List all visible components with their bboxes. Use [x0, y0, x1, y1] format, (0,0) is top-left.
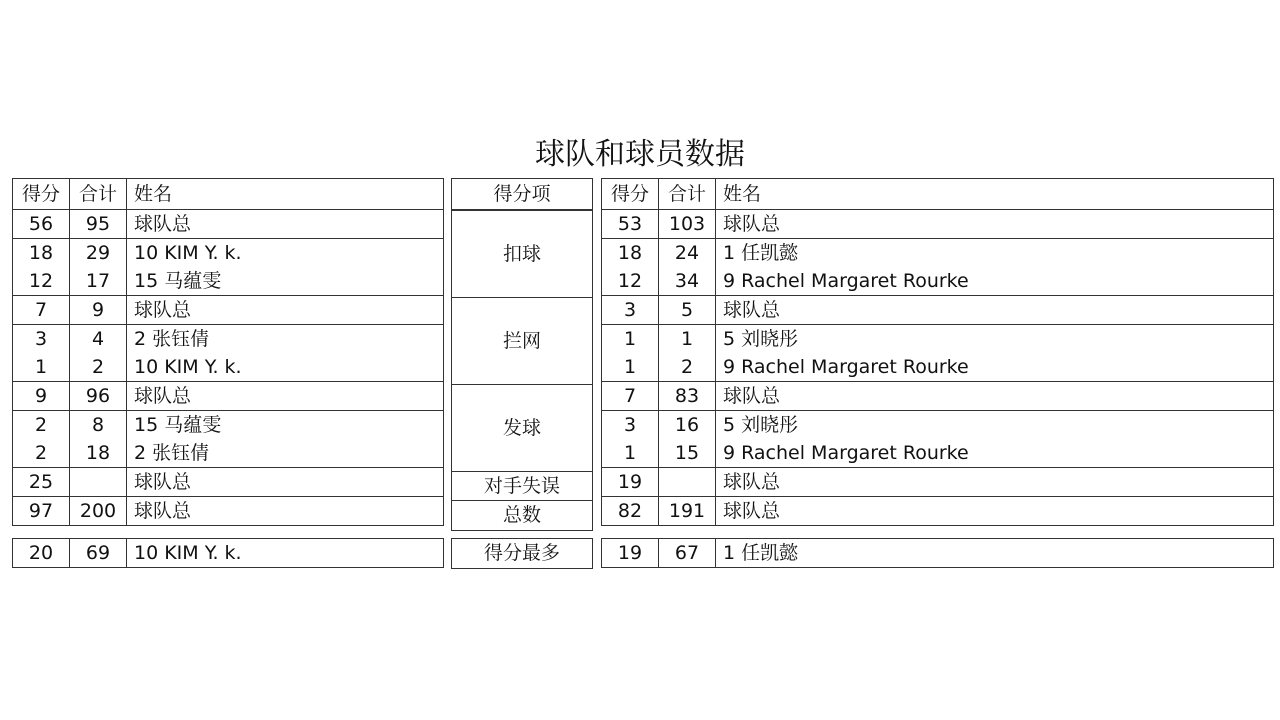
total-cell: 2	[70, 353, 127, 382]
points-header: 得分	[13, 179, 70, 210]
table-row	[13, 210, 444, 239]
top-scorer-row	[602, 539, 1274, 568]
total-cell: 5	[659, 296, 716, 325]
player-name-cell: 10 KIM Y. k.	[127, 239, 444, 268]
left-team-stats-table	[12, 178, 444, 526]
points-cell: 3	[602, 411, 659, 440]
player-name-cell: 15 马蕴雯	[127, 267, 444, 296]
points-cell: 97	[13, 497, 70, 526]
category-label: 扣球	[502, 243, 541, 265]
table-row	[602, 468, 1274, 497]
total-cell: 95	[70, 210, 127, 239]
player-name-cell: 9 Rachel Margaret Rourke	[716, 267, 1274, 296]
table-row	[13, 325, 444, 354]
points-cell: 19	[602, 468, 659, 497]
player-name-cell: 球队总	[716, 497, 1274, 526]
category-block	[451, 297, 593, 385]
right-team-stats-table	[601, 178, 1274, 526]
table-row	[602, 382, 1274, 411]
total-cell	[659, 468, 716, 497]
points-cell: 56	[13, 210, 70, 239]
points-cell: 12	[602, 267, 659, 296]
total-cell: 2	[659, 353, 716, 382]
points-cell: 1	[602, 353, 659, 382]
table-row	[13, 382, 444, 411]
total-cell: 34	[659, 267, 716, 296]
table-row	[13, 296, 444, 325]
points-cell: 3	[602, 296, 659, 325]
player-name-cell: 5 刘晓彤	[716, 411, 1274, 440]
points-cell: 18	[602, 239, 659, 268]
total-cell: 16	[659, 411, 716, 440]
points-cell: 1	[602, 325, 659, 354]
name-header: 姓名	[716, 179, 1274, 210]
player-name-cell: 球队总	[127, 210, 444, 239]
category-label: 总数	[502, 504, 541, 526]
table-row	[13, 468, 444, 497]
table-row	[602, 325, 1274, 354]
table-row	[602, 497, 1274, 526]
points-cell: 2	[13, 439, 70, 468]
player-name-cell: 球队总	[716, 382, 1274, 411]
table-row	[602, 411, 1274, 440]
player-name-cell: 球队总	[716, 468, 1274, 497]
category-label: 对手失误	[483, 475, 560, 497]
points-cell: 25	[13, 468, 70, 497]
category-spike	[451, 210, 593, 298]
right-top-scorer-table	[601, 538, 1274, 568]
player-name-cell: 球队总	[716, 296, 1274, 325]
player-name-cell: 9 Rachel Margaret Rourke	[716, 353, 1274, 382]
points-cell: 18	[13, 239, 70, 268]
total-cell: 15	[659, 439, 716, 468]
points-cell: 82	[602, 497, 659, 526]
points-cell: 7	[13, 296, 70, 325]
category-header-label: 得分项	[493, 183, 551, 205]
total-cell: 69	[70, 539, 127, 568]
table-row	[602, 267, 1274, 296]
header-row	[13, 179, 444, 210]
player-name-cell: 2 张钰倩	[127, 439, 444, 468]
points-cell: 1	[602, 439, 659, 468]
table-row	[602, 353, 1274, 382]
total-cell: 96	[70, 382, 127, 411]
page-title: 球队和球员数据	[535, 137, 745, 172]
player-name-cell: 球队总	[127, 497, 444, 526]
player-name-cell: 15 马蕴雯	[127, 411, 444, 440]
name-header: 姓名	[127, 179, 444, 210]
total-cell: 1	[659, 325, 716, 354]
points-cell: 20	[13, 539, 70, 568]
table-row	[602, 239, 1274, 268]
player-name-cell: 9 Rachel Margaret Rourke	[716, 439, 1274, 468]
table-row	[13, 267, 444, 296]
table-row	[13, 239, 444, 268]
table-row	[13, 353, 444, 382]
top-scorer-row	[13, 539, 444, 568]
total-cell	[70, 468, 127, 497]
category-header	[451, 178, 593, 210]
player-name-cell: 10 KIM Y. k.	[127, 539, 444, 568]
total-header: 合计	[70, 179, 127, 210]
points-cell: 9	[13, 382, 70, 411]
category-label: 发球	[502, 417, 541, 439]
total-cell: 17	[70, 267, 127, 296]
points-cell: 19	[602, 539, 659, 568]
points-cell: 1	[13, 353, 70, 382]
table-row	[602, 296, 1274, 325]
total-cell: 67	[659, 539, 716, 568]
category-label: 拦网	[502, 330, 541, 352]
player-name-cell: 2 张钰倩	[127, 325, 444, 354]
category-total	[451, 500, 593, 531]
player-name-cell: 球队总	[127, 382, 444, 411]
total-cell: 8	[70, 411, 127, 440]
points-cell: 12	[13, 267, 70, 296]
category-label: 得分最多	[483, 542, 560, 564]
player-name-cell: 球队总	[127, 296, 444, 325]
points-cell: 3	[13, 325, 70, 354]
player-name-cell: 10 KIM Y. k.	[127, 353, 444, 382]
category-top-scorer	[451, 538, 593, 569]
table-row	[13, 439, 444, 468]
player-name-cell: 球队总	[716, 210, 1274, 239]
player-name-cell: 5 刘晓彤	[716, 325, 1274, 354]
total-cell: 24	[659, 239, 716, 268]
total-header: 合计	[659, 179, 716, 210]
table-row	[602, 210, 1274, 239]
table-row	[13, 411, 444, 440]
points-cell: 2	[13, 411, 70, 440]
header-row	[602, 179, 1274, 210]
total-cell: 4	[70, 325, 127, 354]
player-name-cell: 球队总	[127, 468, 444, 497]
points-cell: 7	[602, 382, 659, 411]
category-serve	[451, 384, 593, 472]
total-cell: 200	[70, 497, 127, 526]
category-opponent-errors	[451, 471, 593, 501]
points-cell: 53	[602, 210, 659, 239]
table-row	[602, 439, 1274, 468]
total-cell: 9	[70, 296, 127, 325]
points-header: 得分	[602, 179, 659, 210]
total-cell: 191	[659, 497, 716, 526]
player-name-cell: 1 任凯懿	[716, 539, 1274, 568]
left-top-scorer-table	[12, 538, 444, 568]
total-cell: 18	[70, 439, 127, 468]
table-row	[13, 497, 444, 526]
player-name-cell: 1 任凯懿	[716, 239, 1274, 268]
total-cell: 29	[70, 239, 127, 268]
total-cell: 83	[659, 382, 716, 411]
total-cell: 103	[659, 210, 716, 239]
